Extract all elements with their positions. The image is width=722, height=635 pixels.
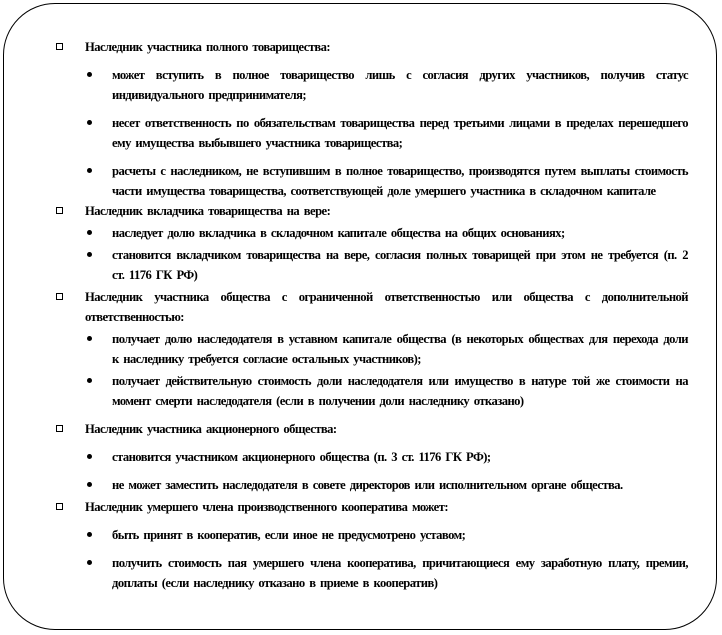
list-item	[56, 223, 688, 243]
section-heading-text: Наследник участника полного товарищества:	[85, 40, 331, 54]
round-bullet-icon	[87, 168, 92, 173]
list-item	[56, 161, 688, 201]
square-bullet-icon	[56, 503, 63, 510]
list-item-text: получает действительную стоимость доли наследодателя или имущество в натуре той же стоимости на момент смерти наследодателя (если в получении доли наследнику отказано)	[112, 374, 688, 408]
list-item-text: не может заместить наследодателя в совете директоров или исполнительном органе общества.	[112, 478, 623, 492]
section-cooperative	[56, 497, 688, 593]
list-item	[56, 245, 688, 285]
list-item-text: получить стоимость пая умершего члена кооператива, причитающиеся ему заработную плату, премии, доплаты (если наследнику отказано в приеме в кооператив)	[112, 556, 688, 590]
list-item-text: становится вкладчиком товарищества на вере, согласия полных товарищей при этом не требуется (п. 2 ст. 1176 ГК РФ)	[112, 248, 688, 282]
list-item-text: наследует долю вкладчика в складочном капитале общества на общих основаниях;	[112, 226, 565, 240]
section-joint-stock	[56, 419, 688, 495]
square-bullet-icon	[56, 425, 63, 432]
section-heading-text: Наследник умершего члена производственного кооператива может:	[85, 500, 448, 514]
list-item-text: получает долю наследодателя в уставном капитале общества (в некоторых обществах для перехода доли к наследнику требуется согласие остальных участников);	[112, 332, 688, 366]
list-item-text: быть принят в кооператив, если иное не предусмотрено уставом;	[112, 528, 466, 542]
round-bullet-icon	[87, 532, 92, 537]
section-heading	[56, 497, 688, 517]
round-bullet-icon	[87, 252, 92, 257]
round-bullet-icon	[87, 454, 92, 459]
square-bullet-icon	[56, 207, 63, 214]
round-bullet-icon	[87, 482, 92, 487]
section-heading-text: Наследник участника общества с ограниченной ответственностью или общества с дополнительной ответственностью:	[85, 290, 688, 324]
section-heading-text: Наследник вкладчика товарищества на вере:	[85, 204, 331, 218]
section-heading	[56, 287, 688, 327]
list-item	[56, 65, 688, 105]
round-bullet-icon	[87, 560, 92, 565]
list-item	[56, 113, 688, 153]
section-heading-text: Наследник участника акционерного общества:	[85, 422, 337, 436]
square-bullet-icon	[56, 43, 63, 50]
section-heading	[56, 37, 688, 57]
document-body	[56, 37, 688, 593]
list-item	[56, 525, 688, 545]
list-item-text: может вступить в полное товарищество лишь с согласия других участников, получив статус индивидуального предпринимателя;	[112, 68, 688, 102]
section-heading	[56, 201, 688, 221]
section-limited-partnership	[56, 201, 688, 285]
list-item	[56, 447, 688, 467]
list-item	[56, 475, 688, 495]
section-full-partnership	[56, 37, 688, 201]
list-item	[56, 329, 688, 369]
list-item	[56, 553, 688, 593]
round-bullet-icon	[87, 336, 92, 341]
round-bullet-icon	[87, 230, 92, 235]
round-bullet-icon	[87, 120, 92, 125]
round-bullet-icon	[87, 72, 92, 77]
section-heading	[56, 419, 688, 439]
list-item-text: становится участником акционерного общества (п. 3 ст. 1176 ГК РФ);	[112, 450, 491, 464]
list-item-text: расчеты с наследником, не вступившим в полное товарищество, производятся путем выплаты стоимость части имущества товарищества, соответствующей доле умершего участника в складочном капитале	[112, 164, 688, 198]
round-bullet-icon	[87, 378, 92, 383]
list-item-text: несет ответственность по обязательствам товарищества перед третьими лицами в пределах перешедшего ему имущества выбывшего участника товарищества;	[112, 116, 688, 150]
section-llc	[56, 287, 688, 411]
square-bullet-icon	[56, 293, 63, 300]
list-item	[56, 371, 688, 411]
